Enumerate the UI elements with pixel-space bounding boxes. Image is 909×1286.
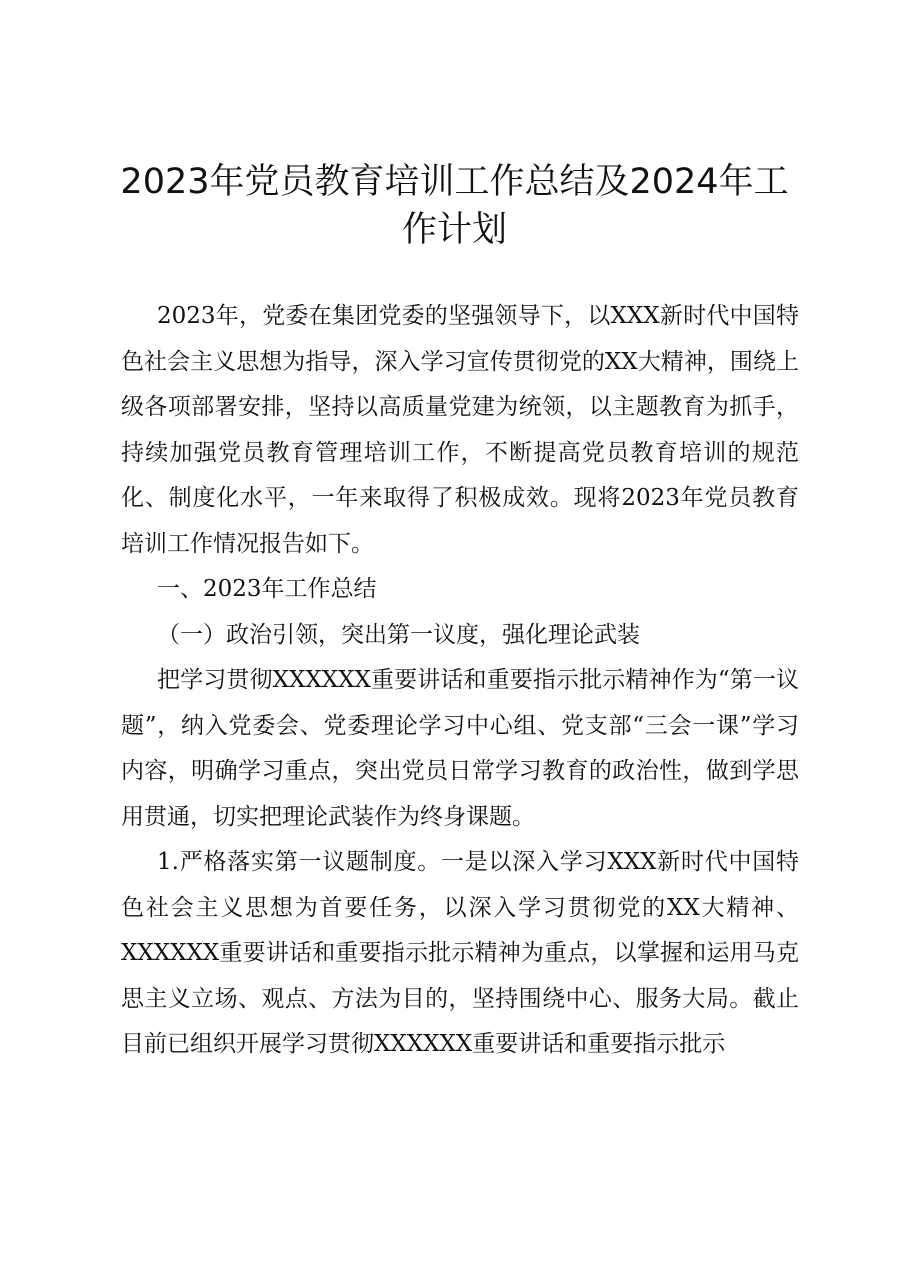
title-line-1: 2023年党员教育培训工作总结及2024年工: [120, 162, 789, 202]
section-heading: 一、2023年工作总结: [157, 576, 377, 602]
document-title: [100, 158, 809, 254]
subsection-paragraph: 把学习贯彻XXXXXX重要讲话和重要指示批示精神作为“第一议题”，纳入党委会、党委理论学习中心组、党支部“三会一课”学习内容，明确学习重点，突出党员日常学习教育的政治性，做到学思用贯通，切实把理论武装作为终身课题。: [121, 667, 799, 830]
subsection-heading: （一）政治引领，突出第一议度，强化理论武装: [157, 621, 640, 648]
title-line-2: 作计划: [401, 210, 507, 250]
document-body: [121, 294, 799, 1068]
intro-paragraph: 2023年，党委在集团党委的坚强领导下，以XXX新时代中国特色社会主义思想为指导，深入学习宣传贯彻党的XX大精神，围绕上级各项部署安排，坚持以高质量党建为统领，以主题教育为抓手，持续加强党员教育管理培训工作，不断提高党员教育培训的规范化、制度化水平，一年来取得了积极成效。现将2023年党员教育培训工作情况报告如下。: [121, 303, 799, 557]
item-paragraph: 1.严格落实第一议题制度。一是以深入学习XXX新时代中国特色社会主义思想为首要任务，以深入学习贯彻党的XX大精神、XXXXXX重要讲话和重要指示批示精神为重点，以掌握和运用马克思主义立场、观点、方法为目的，坚持围绕中心、服务大局。截止目前已组织开展学习贯彻XXXXXX重要讲话和重要指示批示: [121, 849, 799, 1057]
